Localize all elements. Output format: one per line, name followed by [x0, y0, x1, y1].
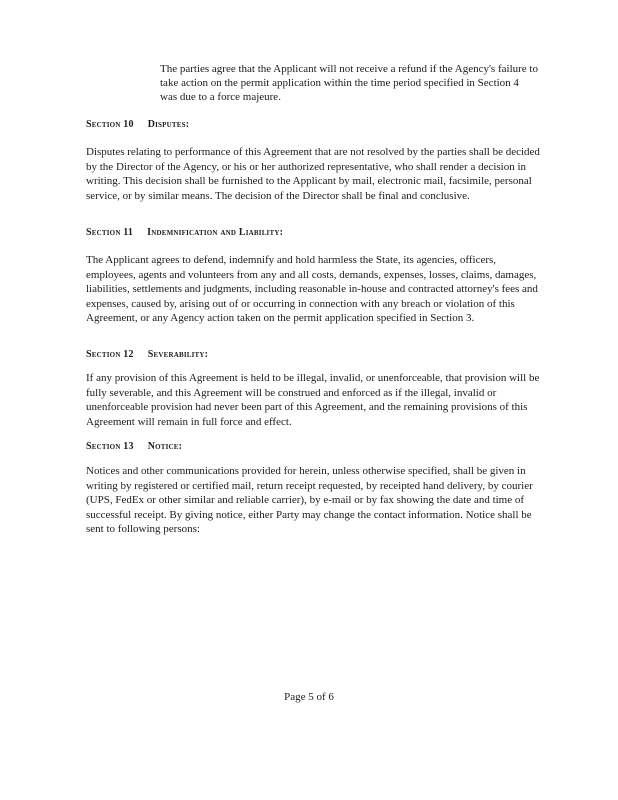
section-11-body: The Applicant agrees to defend, indemnify and hold harmless the State, its agencies, officers, employees, agents and volunteers from any and all costs, demands, expenses, losses, claims, damages, liabilities, settlements and judgments, including reasonable in-house and contracted attorney's fees and expenses, caused by, arising out of or occurring in connection with any breach or violation of this Agreement, or any Agency action taken on the permit application specified in Section 3.: [86, 254, 538, 325]
section-number: Section 13: [86, 441, 134, 452]
section-13-heading: [86, 440, 182, 454]
force-majeure-paragraph: The parties agree that the Applicant will not receive a refund if the Agency's failure to take action on the permit application within the time period specified in Section 4 was due to a force majeure.: [160, 63, 538, 103]
section-number: Section 10: [86, 119, 134, 130]
section-11-heading: [86, 226, 283, 240]
section-title: Disputes:: [147, 119, 190, 130]
section-10-body: Disputes relating to performance of this Agreement that are not resolved by the parties shall be decided by the Director of the Agency, or his or her authorized representative, who shall render a decision in writing. This decision shall be furnished to the Applicant by mail, electronic mail, facsimile, personal service, or by similar means. The decision of the Director shall be final and conclusive.: [86, 146, 540, 202]
section-12-heading: [86, 348, 208, 362]
section-13-body: Notices and other communications provided for herein, unless otherwise specified, shall be given in writing by registered or certified mail, return receipt requested, by receipted hand delivery, by courier (UPS, FedEx or other similar and reliable carrier), by e-mail or by fax showing the date and time of successful receipt. By giving notice, either Party may change the contact information. Notice shall be sent to following persons:: [86, 465, 533, 536]
page-number-footer: Page 5 of 6: [284, 691, 334, 703]
section-title: Indemnification and Liability:: [147, 227, 284, 238]
section-number: Section 12: [86, 349, 134, 360]
section-title: Severability:: [147, 349, 209, 360]
section-12-body: If any provision of this Agreement is held to be illegal, invalid, or unenforceable, that provision will be fully severable, and this Agreement will be construed and enforced as if the illegal, invalid or unenforceable provision had never been part of this Agreement, and the remaining provisions of this Agreement will remain in full force and effect.: [86, 372, 540, 428]
section-10-heading: [86, 118, 189, 132]
section-title: Notice:: [147, 441, 183, 452]
section-number: Section 11: [86, 227, 134, 238]
